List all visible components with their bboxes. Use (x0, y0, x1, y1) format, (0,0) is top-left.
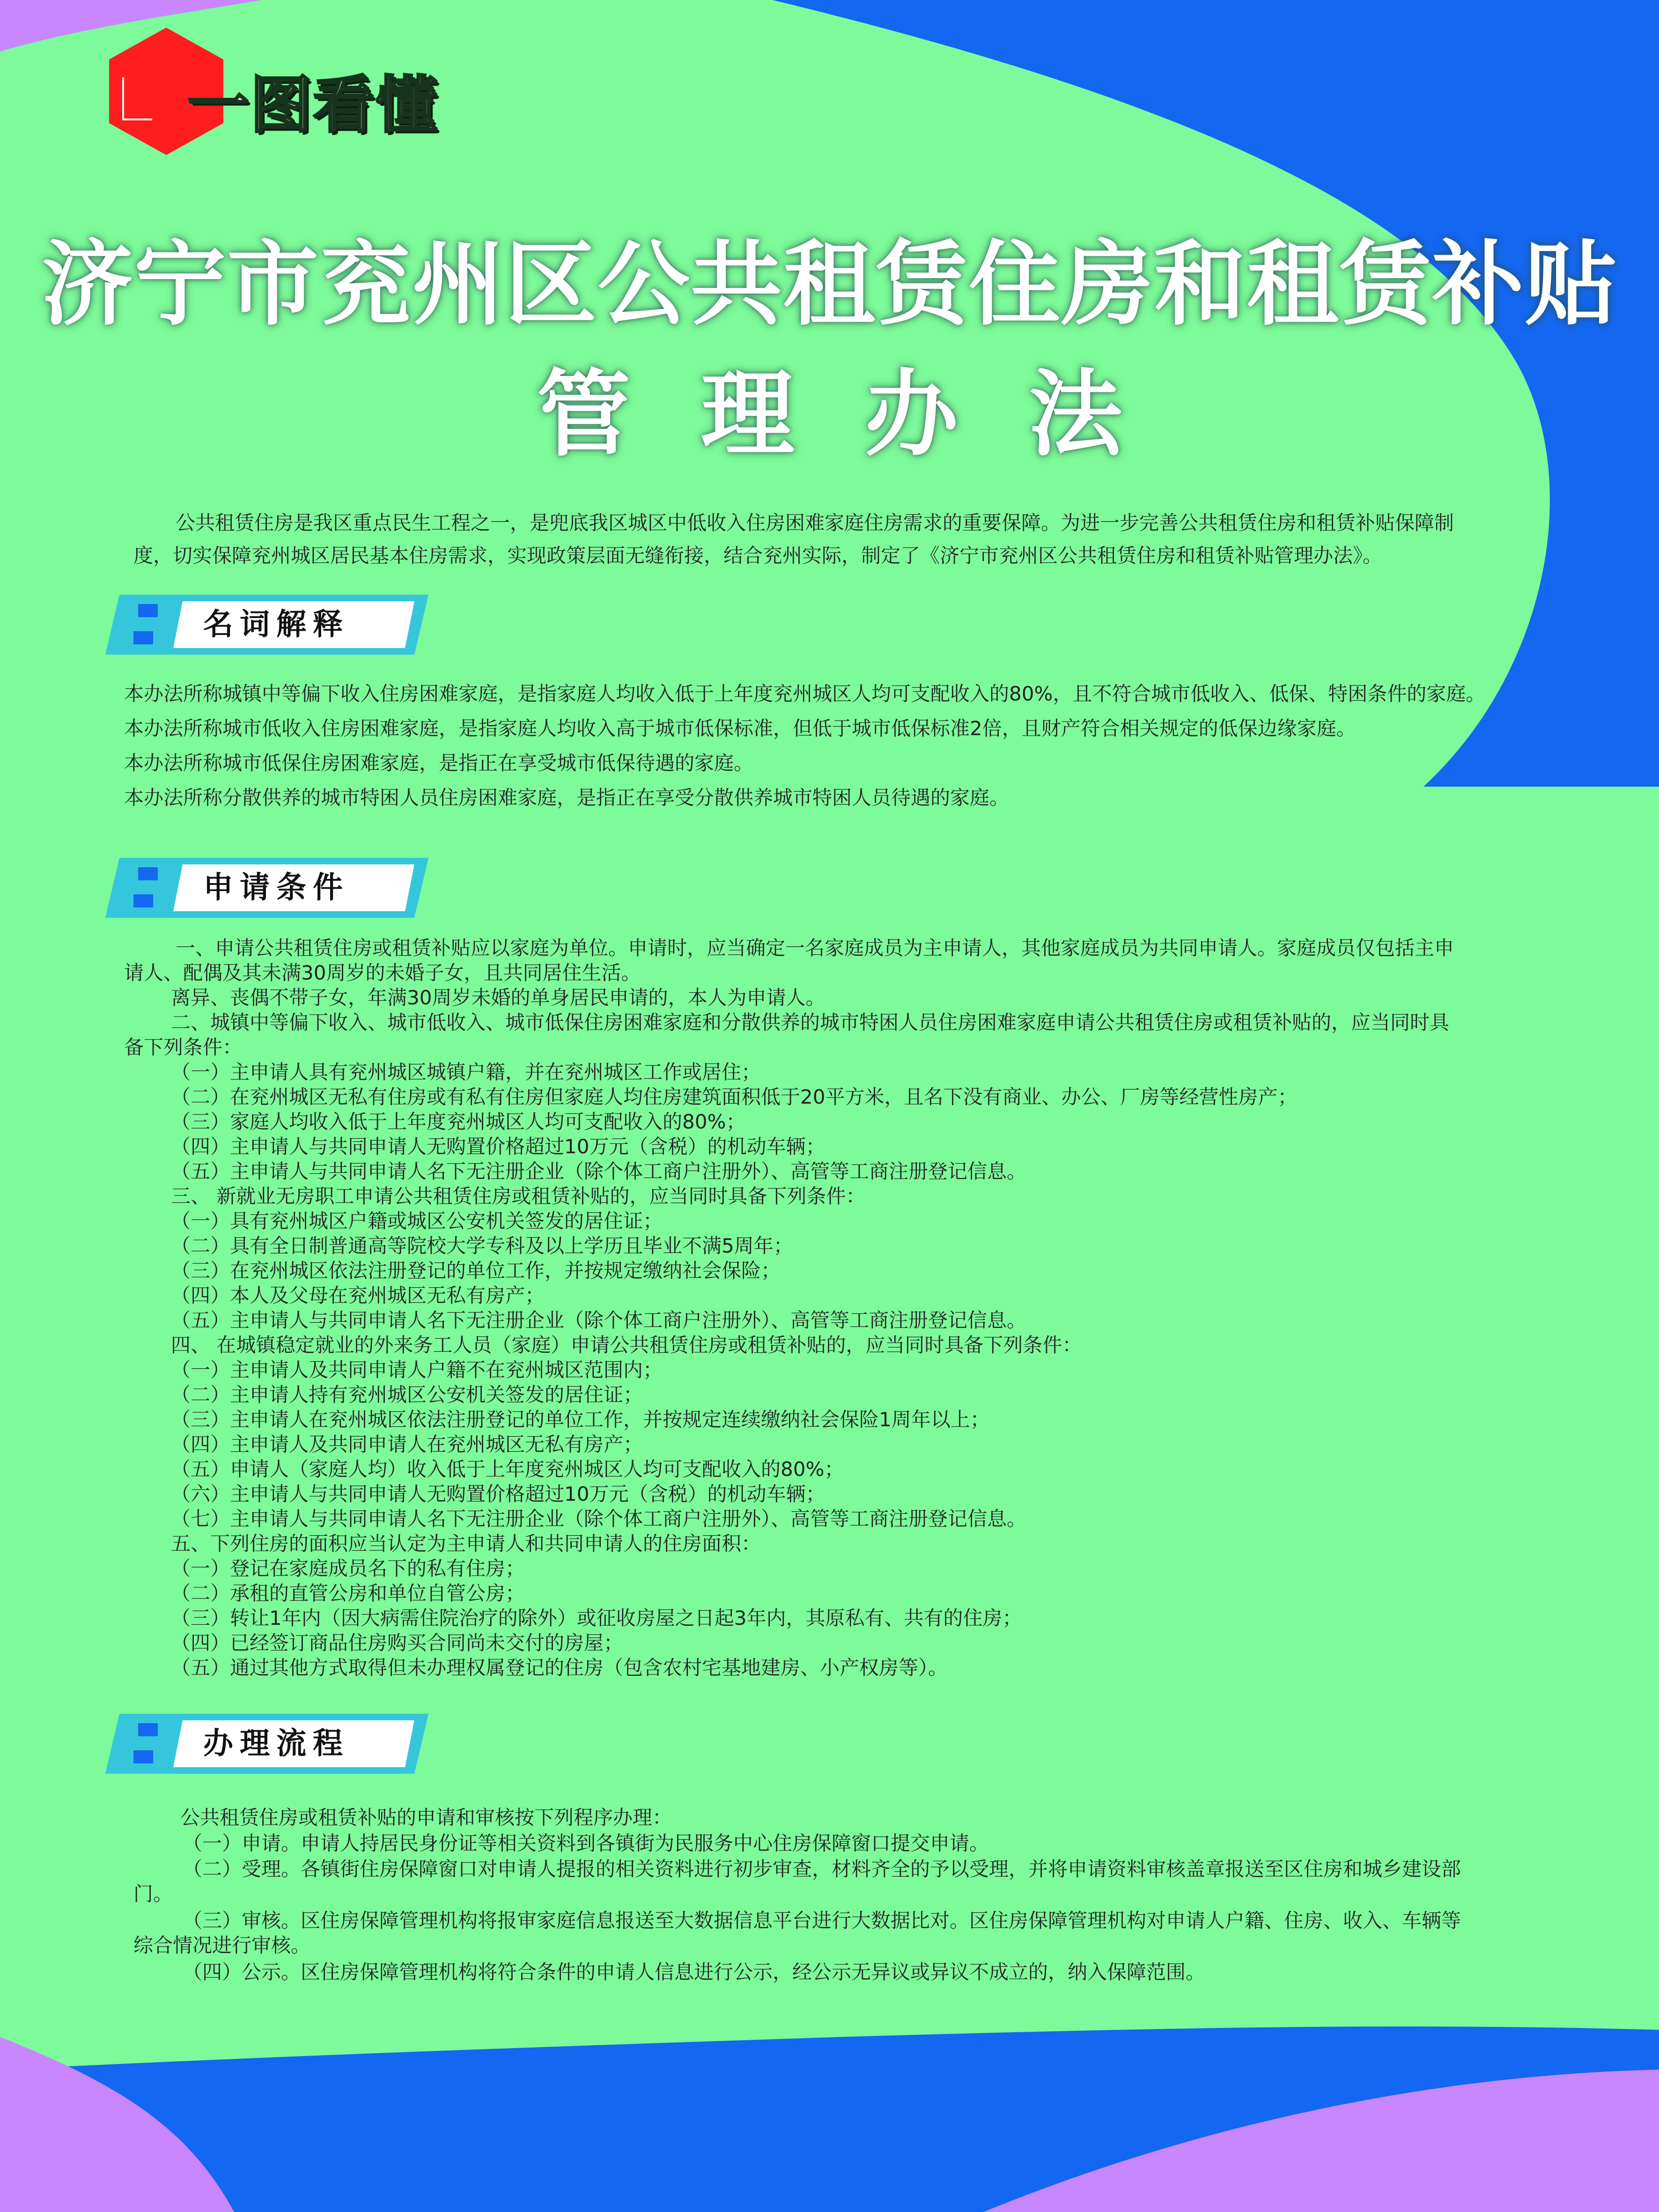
conditions-p5-item-5: （五）通过其他方式取得但未办理权属登记的住房（包含农村宅基地建房、小产权房等）。 (171, 1656, 948, 1679)
conditions-p2-line-1: 二、城镇中等偏下收入、城市低收入、城市低保住房困难家庭和分散供养的城市特困人员住房困难家庭申请公共租赁住房或租赁补贴的，应当同时具 (171, 1011, 1450, 1034)
process-step-1: （一）申请。申请人持居民身份证等相关资料到各镇街为民服务中心住房保障窗口提交申请。 (183, 1832, 989, 1855)
conditions-p4-item-3: （三）主申请人在兖州城区依法注册登记的单位工作，并按规定连续缴纳社会保险1周年以上； (171, 1408, 990, 1431)
conditions-p4-item-6: （六）主申请人与共同申请人无购置价格超过10万元（含税）的机动车辆； (171, 1482, 826, 1505)
conditions-p2-line-2: 备下列条件： (124, 1036, 243, 1059)
conditions-p5-item-1: （一）登记在家庭成员名下的私有住房； (171, 1557, 525, 1580)
section-label-terms: 名词解释 (203, 607, 349, 642)
section-header-conditions (105, 858, 428, 918)
intro-line-1: 公共租赁住房是我区重点民生工程之一，是兜底我区城区中低收入住房困难家庭住房需求的重要保障。为进一步完善公共租赁住房和租赁补贴保障制 (176, 511, 1454, 534)
conditions-p4-item-5: （五）申请人（家庭人均）收入低于上年度兖州城区人均可支配收入的80%； (171, 1458, 844, 1481)
conditions-p2-item-5: （五）主申请人与共同申请人名下无注册企业（除个体工商户注册外）、高管等工商注册登记信息。 (171, 1160, 1027, 1183)
terms-line-4: 本办法所称分散供养的城市特困人员住房困难家庭，是指正在享受分散供养城市特困人员待遇的家庭。 (124, 786, 1010, 809)
conditions-p5-item-4: （四）已经签订商品住房购买合同尚未交付的房屋； (171, 1631, 624, 1654)
conditions-p2-item-1: （一）主申请人具有兖州城区城镇户籍，并在兖州城区工作或居住； (171, 1061, 761, 1084)
section-label-process: 办理流程 (203, 1726, 349, 1761)
conditions-p2-item-2: （二）在兖州城区无私有住房或有私有住房但家庭人均住房建筑面积低于20平方米，且名下没有商业、办公、厂房等经营性房产； (171, 1085, 1298, 1108)
conditions-p2-item-3: （三）家庭人均收入低于上年度兖州城区人均可支配收入的80%； (171, 1110, 746, 1133)
terms-line-2: 本办法所称城市低收入住房困难家庭，是指家庭人均收入高于城市低保标准，但低于城市低保标准2倍，且财产符合相关规定的低保边缘家庭。 (124, 717, 1356, 740)
conditions-p4-item-2: （二）主申请人持有兖州城区公安机关签发的居住证； (171, 1383, 643, 1406)
conditions-p3-item-3: （三）在兖州城区依法注册登记的单位工作，并按规定缴纳社会保险； (171, 1259, 781, 1282)
conditions-p4-item-7: （七）主申请人与共同申请人名下无注册企业（除个体工商户注册外）、高管等工商注册登记信息。 (171, 1507, 1027, 1530)
conditions-p5-item-3: （三）转让1年内（因大病需住院治疗的除外）或征收房屋之日起3年内，其原私有、共有的住房； (171, 1607, 1022, 1630)
section-header-terms (105, 595, 428, 655)
conditions-p1-line-1: 一、申请公共租赁住房或租赁补贴应以家庭为单位。申请时，应当确定一名家庭成员为主申请人，其他家庭成员为共同申请人。家庭成员仅包括主申 (176, 936, 1454, 959)
process-step-3-line-2: 综合情况进行审核。 (133, 1934, 311, 1957)
conditions-p3-item-4: （四）本人及父母在兖州城区无私有房产； (171, 1284, 545, 1307)
process-step-4: （四）公示。区住房保障管理机构将符合条件的申请人信息进行公示，经公示无异议或异议不成立的，纳入保障范围。 (183, 1961, 1206, 1983)
conditions-p3-item-2: （二）具有全日制普通高等院校大学专科及以上学历且毕业不满5周年； (171, 1234, 793, 1257)
conditions-p5: 五、下列住房的面积应当认定为主申请人和共同申请人的住房面积： (171, 1532, 761, 1555)
conditions-p1-line-2: 请人、配偶及其未满30周岁的未婚子女，且共同居住生活。 (124, 961, 641, 984)
conditions-p3-item-5: （五）主申请人与共同申请人名下无注册企业（除个体工商户注册外）、高管等工商注册登记信息。 (171, 1309, 1027, 1332)
terms-line-1: 本办法所称城镇中等偏下收入住房困难家庭，是指家庭人均收入低于上年度兖州城区人均可支配收入的80%，且不符合城市低收入、低保、特困条件的家庭。 (124, 682, 1486, 705)
process-step-2-line-1: （二）受理。各镇街住房保障窗口对申请人提报的相关资料进行初步审查，材料齐全的予以受理，并将申请资料审核盖章报送至区住房和城乡建设部 (183, 1858, 1461, 1880)
section-label-conditions: 申请条件 (203, 870, 349, 905)
logo-text: 一图看懂 (187, 69, 438, 141)
conditions-p4-item-1: （一）主申请人及共同申请人户籍不在兖州城区范围内； (171, 1358, 663, 1381)
process-step-2-line-2: 门。 (133, 1882, 173, 1905)
conditions-p2-item-4: （四）主申请人与共同申请人无购置价格超过10万元（含税）的机动车辆； (171, 1135, 826, 1158)
conditions-p1-line-3: 离异、丧偶不带子女，年满30周岁未婚的单身居民申请的，本人为申请人。 (171, 986, 826, 1009)
conditions-p3-item-1: （一）具有兖州城区户籍或城区公安机关签发的居住证； (171, 1209, 663, 1232)
process-intro: 公共租赁住房或租赁补贴的申请和审核按下列程序办理： (180, 1806, 672, 1829)
terms-line-3: 本办法所称城市低保住房困难家庭，是指正在享受城市低保待遇的家庭。 (124, 752, 754, 774)
conditions-p4-item-4: （四）主申请人及共同申请人在兖州城区无私有房产； (171, 1433, 643, 1456)
page-title: 济宁市兖州区公共租赁住房和租赁补贴 (41, 231, 1618, 338)
conditions-p3: 三、 新就业无房职工申请公共租赁住房或租赁补贴的，应当同时具备下列条件： (171, 1185, 866, 1208)
intro-line-2: 度，切实保障兖州城区居民基本住房需求，实现政策层面无缝衔接，结合兖州实际，制定了《济宁市兖州区公共租赁住房和租赁补贴管理办法》。 (133, 544, 1383, 567)
process-step-3-line-1: （三）审核。区住房保障管理机构将报审家庭信息报送至大数据信息平台进行大数据比对。区住房保障管理机构对申请人户籍、住房、收入、车辆等 (183, 1909, 1461, 1932)
conditions-p4: 四、 在城镇稳定就业的外来务工人员（家庭）申请公共租赁住房或租赁补贴的，应当同时具备下列条件： (171, 1334, 1082, 1357)
section-header-process (105, 1714, 428, 1774)
conditions-p5-item-2: （二）承租的直管公房和单位自管公房； (171, 1582, 525, 1605)
page-subtitle: 管理办法 (537, 360, 1193, 469)
